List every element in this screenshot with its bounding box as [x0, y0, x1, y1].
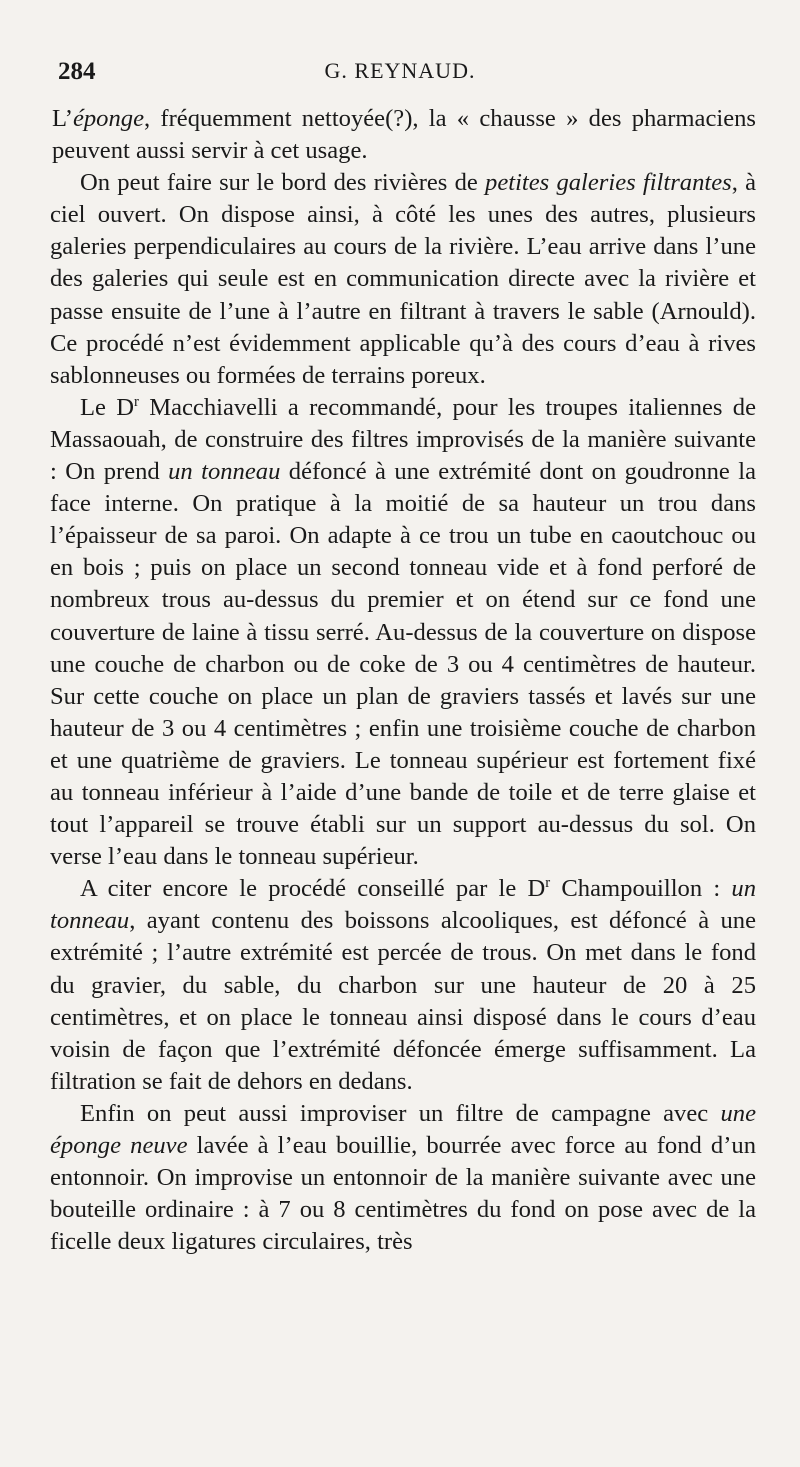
- italic-run: éponge: [72, 105, 144, 132]
- paragraph: [50, 392, 756, 873]
- page-header: [58, 58, 742, 98]
- text-run: défoncé à une extrémité dont on goudronne la face interne. On pratique à la moitié de sa hauteur un trou dans l’épaisseur de sa paroi. On adapte à ce trou un tube en caoutchouc ou en bois ; puis on place un second tonneau vide et à fond perforé de nombreux trous au-dessus du premier et on étend sur ce fond une couverture de laine à tissu serré. Au-dessus de la couverture on dispose une couche de charbon ou de coke de 3 ou 4 centimètres de hauteur. Sur cette couche on place un plan de graviers tassés et lavés sur une hauteur de 3 ou 4 centimètres ; enfin une troisième couche de charbon et une quatrième de graviers. Le tonneau supérieur est fortement fixé au tonneau inférieur à l’aide d’une bande de toile et de terre glaise et tout l’appareil se trouve établi sur un support au-dessus du sol. On verse l’eau dans le tonneau supérieur.: [50, 458, 757, 871]
- text-run: , ayant contenu des boissons alcooliques, est défoncé à une extrémité ; l’autre extrémité est percée de trous. On met dans le fond du gravier, du sable, du charbon sur une hauteur de 20 à 25 centimètres, et on place le tonneau ainsi disposé dans le cours d’eau voisin de façon que l’extrémité défoncée émerge suffisamment. La filtration se fait de dehors en dedans.: [50, 907, 756, 1095]
- superscript-run: r: [134, 393, 139, 410]
- text-run: , fréquemment nettoyée(?), la « chausse » des pharmaciens peuvent aussi servir à cet usage.: [52, 105, 756, 165]
- text-run: Le D: [80, 393, 134, 421]
- italic-run: petites galeries filtrantes: [485, 169, 732, 197]
- text-run: On peut faire sur le bord des rivières de: [80, 169, 486, 197]
- text-run: Champouillon :: [550, 875, 732, 903]
- paragraph: [50, 873, 756, 1098]
- text-run: Macchiavelli a recommandé, pour les troupes italiennes de Massaouah, de construire des filtres improvisés de la manière suivante : On prend: [50, 393, 756, 486]
- text-run: Enfin on peut aussi improviser un filtre de campagne avec: [80, 1099, 721, 1127]
- text-run: , à ciel ouvert. On dispose ainsi, à côté les unes des autres, plusieurs galeries perpendiculaires au cours de la rivière. L’eau arrive dans l’une des galeries qui seule est en communication directe avec la rivière et passe ensuite de l’une à l’autre en filtrant à travers le sable (Arnould). Ce procédé n’est évidemment applicable qu’à des cours d’eau à rives sablonneuses ou formées de terrains poreux.: [50, 169, 756, 389]
- italic-run: un tonneau: [50, 875, 756, 935]
- page-number: 284: [58, 58, 96, 85]
- text-run: A citer encore le procédé conseillé par le D: [80, 875, 546, 903]
- paragraph: [50, 1098, 756, 1258]
- superscript-run: r: [545, 875, 551, 892]
- paragraph: [50, 167, 756, 392]
- paragraph: [50, 103, 756, 167]
- running-head: G. REYNAUD.: [324, 58, 476, 83]
- text-run: L’: [52, 105, 73, 132]
- italic-run: une éponge neuve: [50, 1099, 756, 1159]
- italic-run: un tonneau: [168, 458, 281, 486]
- text-run: lavée à l’eau bouillie, bourrée avec force au fond d’un entonnoir. On improvise un entonnoir de la manière suivante avec une bouteille ordinaire : à 7 ou 8 centimètres du fond on pose avec de la ficelle deux ligatures circulaires, très: [50, 1132, 757, 1256]
- body-text: [50, 103, 756, 1258]
